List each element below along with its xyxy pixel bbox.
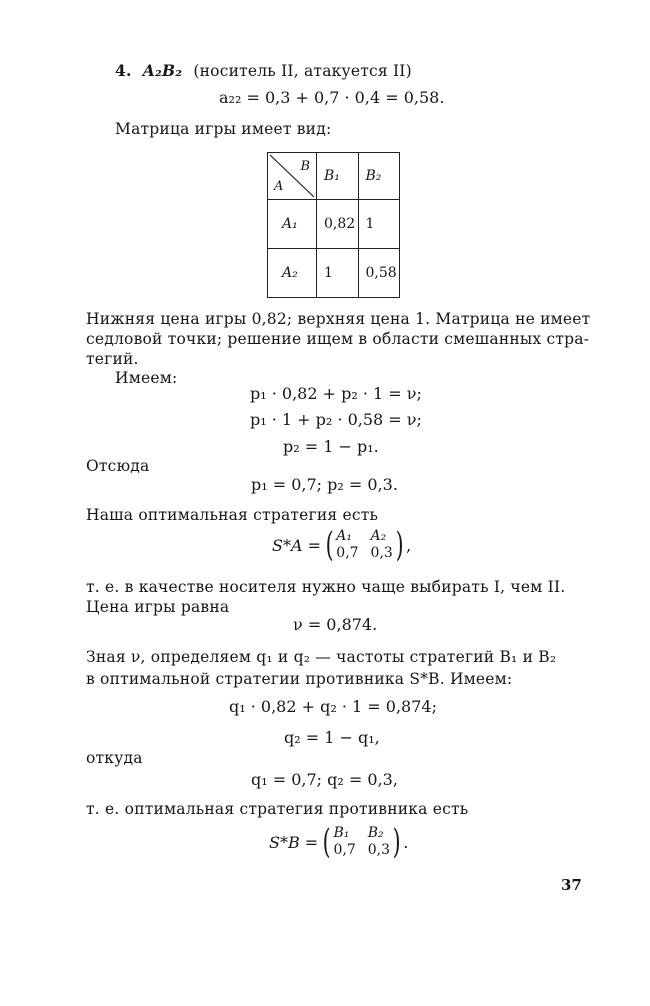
para-knowing-line-2: в оптимальной стратегии противника S*B. Имеем: bbox=[86, 670, 513, 688]
col-header: B₁ bbox=[317, 153, 359, 200]
strategy-b-top: B₁ bbox=[333, 825, 350, 841]
section-number: 4. bbox=[115, 61, 132, 80]
equation-p2: p₁ · 1 + p₂ · 0,58 = ν; bbox=[250, 410, 422, 429]
our-strategy-label: Наша оптимальная стратегия есть bbox=[86, 506, 379, 524]
section-note: (носитель II, атакуется II) bbox=[193, 62, 412, 80]
equation-q1: q₁ · 0,82 + q₂ · 1 = 0,874; bbox=[229, 697, 437, 716]
strategy-a-name: S*A = bbox=[272, 535, 322, 555]
section-heading bbox=[115, 61, 412, 80]
hence-label: Отсюда bbox=[86, 457, 150, 475]
matrix-cell: 0,82 bbox=[317, 200, 359, 249]
row-header: A₂ bbox=[268, 249, 317, 298]
strategy-b-matrix bbox=[269, 822, 409, 862]
strategy-b-bottom: 0,7 bbox=[333, 842, 356, 858]
matrix-cell: 1 bbox=[317, 249, 359, 298]
left-paren: ( bbox=[325, 525, 334, 565]
strategy-a-bottom: 0,7 bbox=[336, 545, 359, 561]
matrix-cell: 1 bbox=[358, 200, 400, 249]
section-label: A₂B₂ bbox=[142, 61, 183, 80]
strategy-b-name: S*B = bbox=[269, 832, 319, 852]
para-price-line-2: седловой точки; решение ищем в области смешанных стра- bbox=[86, 330, 590, 348]
equation-q2: q₂ = 1 − q₁, bbox=[284, 728, 380, 747]
strategy-b-tail: . bbox=[403, 832, 409, 852]
whence-label: откуда bbox=[86, 749, 143, 767]
corner-col-label: B bbox=[300, 159, 310, 174]
matrix-intro: Матрица игры имеет вид: bbox=[115, 120, 332, 138]
matrix-corner-cell bbox=[268, 153, 317, 200]
strategy-a-top: A₁ bbox=[336, 528, 353, 544]
para-price-line-3: тегий. bbox=[86, 350, 139, 368]
equation-a22: a₂₂ = 0,3 + 0,7 · 0,4 = 0,58. bbox=[219, 88, 445, 107]
equation-p3: p₂ = 1 − p₁. bbox=[283, 437, 379, 456]
game-matrix bbox=[267, 152, 400, 297]
strategy-b-top: B₂ bbox=[367, 825, 384, 841]
opponent-label: т. е. оптимальная стратегия противника есть bbox=[86, 800, 469, 818]
equation-q-result: q₁ = 0,7; q₂ = 0,3, bbox=[251, 770, 398, 789]
strategy-b-bottom: 0,3 bbox=[367, 842, 391, 858]
equation-p1: p₁ · 0,82 + p₂ · 1 = ν; bbox=[250, 384, 422, 403]
left-paren: ( bbox=[322, 822, 331, 862]
col-header: B₂ bbox=[358, 153, 400, 200]
matrix-cell: 0,58 bbox=[358, 249, 400, 298]
strategy-a-top: A₂ bbox=[370, 528, 387, 544]
strategy-a-bottom: 0,3 bbox=[370, 545, 393, 561]
para-knowing-line-1: Зная ν, определяем q₁ и q₂ — частоты стратегий B₁ и B₂ bbox=[86, 648, 557, 666]
right-paren: ) bbox=[395, 525, 404, 565]
right-paren: ) bbox=[392, 822, 401, 862]
strategy-a-matrix bbox=[272, 525, 412, 565]
para-price-line-1: Нижняя цена игры 0,82; верхняя цена 1. Матрица не имеет bbox=[86, 310, 591, 328]
para-carrier-line-1: т. е. в качестве носителя нужно чаще выбирать I, чем II. bbox=[86, 578, 566, 596]
strategy-a-tail: , bbox=[406, 535, 412, 555]
corner-row-label: A bbox=[274, 179, 284, 194]
equation-value: ν = 0,874. bbox=[293, 615, 378, 634]
equation-p-result: p₁ = 0,7; p₂ = 0,3. bbox=[251, 475, 398, 494]
have-label: Имеем: bbox=[115, 369, 178, 387]
page-number: 37 bbox=[561, 876, 582, 894]
row-header: A₁ bbox=[268, 200, 317, 249]
para-carrier-line-2: Цена игры равна bbox=[86, 598, 230, 616]
